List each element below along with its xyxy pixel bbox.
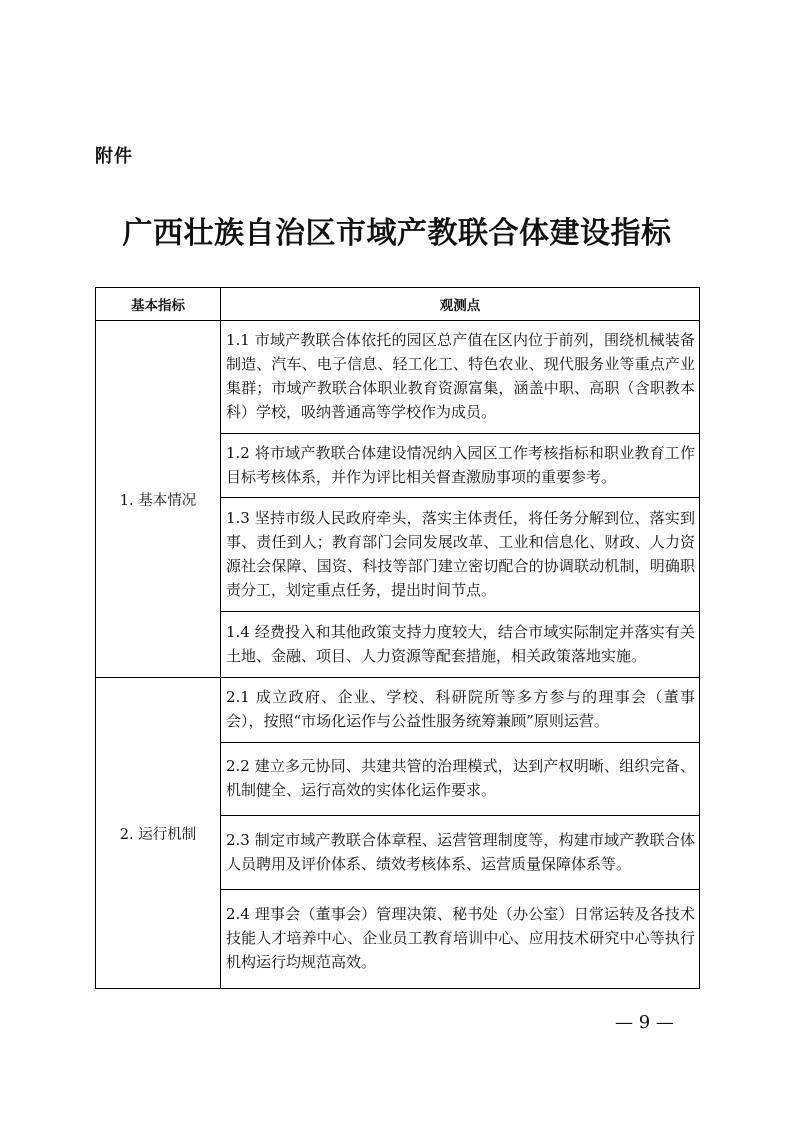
observation-point-2-2: 2.2 建立多元协同、共建共管的治理模式，达到产权明晰、组织完备、机制健全、运行高效的实体化运作要求。 — [221, 743, 700, 816]
table-header-row — [96, 288, 700, 321]
column-header-basic: 基本指标 — [96, 288, 221, 321]
indicator-table — [95, 287, 700, 989]
page-number: — 9 — — [615, 1012, 674, 1033]
table-row — [96, 321, 700, 434]
attachment-label: 附件 — [95, 146, 133, 167]
observation-point-2-1: 2.1 成立政府、企业、学校、科研院所等多方参与的理事会（董事会），按照“市场化运作与公益性服务统筹兼顾”原则运营。 — [221, 678, 700, 743]
basic-indicator-2: 2. 运行机制 — [96, 678, 221, 989]
column-header-points: 观测点 — [221, 288, 700, 321]
page-title: 广西壮族自治区市域产教联合体建设指标 — [122, 216, 672, 251]
basic-indicator-1: 1. 基本情况 — [96, 321, 221, 678]
observation-point-1-3: 1.3 坚持市级人民政府牵头，落实主体责任，将任务分解到位、落实到事、责任到人；教育部门会同发展改革、工业和信息化、财政、人力资源社会保障、国资、科技等部门建立密切配合的协调联动机制，明确职责分工，划定重点任务，提出时间节点。 — [221, 498, 700, 612]
observation-point-2-3: 2.3 制定市域产教联合体章程、运营管理制度等，构建市域产教联合体人员聘用及评价体系、绩效考核体系、运营质量保障体系等。 — [221, 816, 700, 890]
observation-point-1-1: 1.1 市域产教联合体依托的园区总产值在区内位于前列，围绕机械装备制造、汽车、电子信息、轻工化工、特色农业、现代服务业等重点产业集群；市域产教联合体职业教育资源富集，涵盖中职、高职（含职教本科）学校，吸纳普通高等学校作为成员。 — [221, 321, 700, 434]
observation-point-1-2: 1.2 将市域产教联合体建设情况纳入园区工作考核指标和职业教育工作目标考核体系，并作为评比相关督查激励事项的重要参考。 — [221, 434, 700, 498]
observation-point-2-4: 2.4 理事会（董事会）管理决策、秘书处（办公室）日常运转及各技术技能人才培养中心、企业员工教育培训中心、应用技术研究中心等执行机构运行均规范高效。 — [221, 890, 700, 989]
table-row — [96, 678, 700, 743]
observation-point-1-4: 1.4 经费投入和其他政策支持力度较大，结合市域实际制定并落实有关土地、金融、项目、人力资源等配套措施，相关政策落地实施。 — [221, 612, 700, 678]
